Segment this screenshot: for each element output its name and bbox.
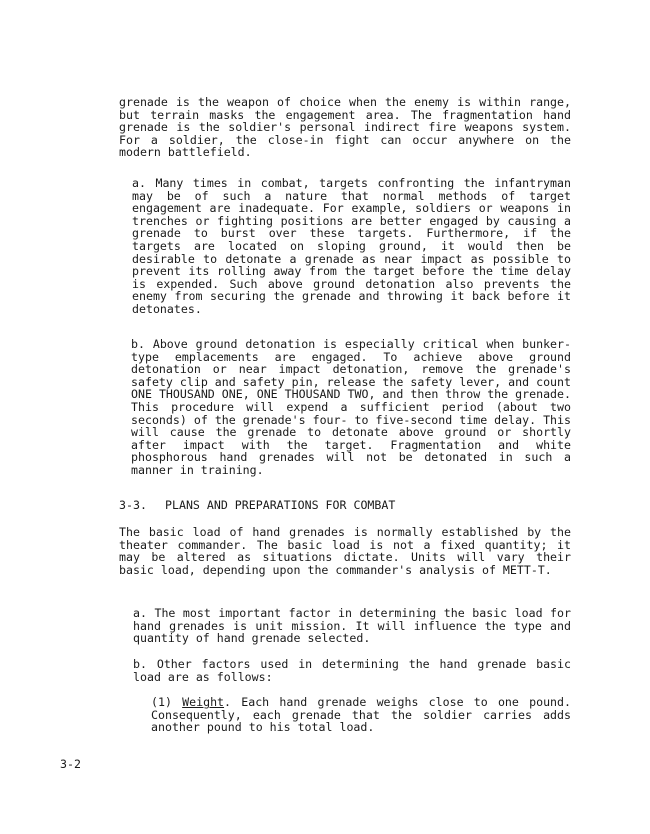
weight-item-number: (1) [151,695,183,709]
paragraph-basic-load: The basic load of hand grenades is normally established by the theater commander. The basic load is not a fixed quantity; it may be altered as situations dictate. Units will vary their basic load, depending upon the commander's analysis of METT-T. [119,525,571,577]
section-heading [119,499,571,512]
section-title: PLANS AND PREPARATIONS FOR COMBAT [165,498,396,512]
weight-text: . Each hand grenade weighs close to one pound. Consequently, each grenade that the soldier carries adds another pound to his total load. [151,695,571,735]
paragraph-a-combat-targets: a. Many times in combat, targets confronting the infantryman may be of such a nature that normal methods of target engagement are inadequate. For example, soldiers or weapons in trenches or fighting positions are better engaged by causing a grenade to burst over these targets. Furthermore, if the targets are located on sloping ground, it would then be desirable to detonate a grenade as near impact as possible to prevent its rolling away from the target before the time delay is expended. Such above ground detonation also prevents the enemy from securing the grenade and throwing it back before it detonates. [132,176,571,316]
paragraph-intro: grenade is the weapon of choice when the enemy is within range, but terrain masks the engagement area. The fragmentation hand grenade is the soldier's personal indirect fire weapons system. For a soldier, the close-in fight can occur anywhere on the modern battlefield. [119,95,571,160]
paragraph-b-above-ground-detonation: b. Above ground detonation is especially critical when bunker-type emplacements are engaged. To achieve above ground detonation or near impact detonation, remove the grenade's safety clip and safety pin, release the safety lever, and count ONE THOUSAND ONE, ONE THOUSAND TWO, and then throw the grenade. This procedure will expend a sufficient period (about two seconds) of the grenade's four- to five-second time delay. This will cause the grenade to detonate above ground or shortly after impact with the target. Fragmentation and white phosphorous hand grenades will not be detonated in such a manner in training. [131,337,571,477]
weight-label: Weight [182,695,225,709]
paragraph-b-other-factors: b. Other factors used in determining the hand grenade basic load are as follows: [133,657,571,684]
section-number: 3-3. [119,498,147,512]
paragraph-a-unit-mission: a. The most important factor in determining the basic load for hand grenades is unit mission. It will influence the type and quantity of hand grenade selected. [133,606,571,646]
paragraph-weight [151,696,571,734]
page-number: 3-2 [60,757,81,771]
